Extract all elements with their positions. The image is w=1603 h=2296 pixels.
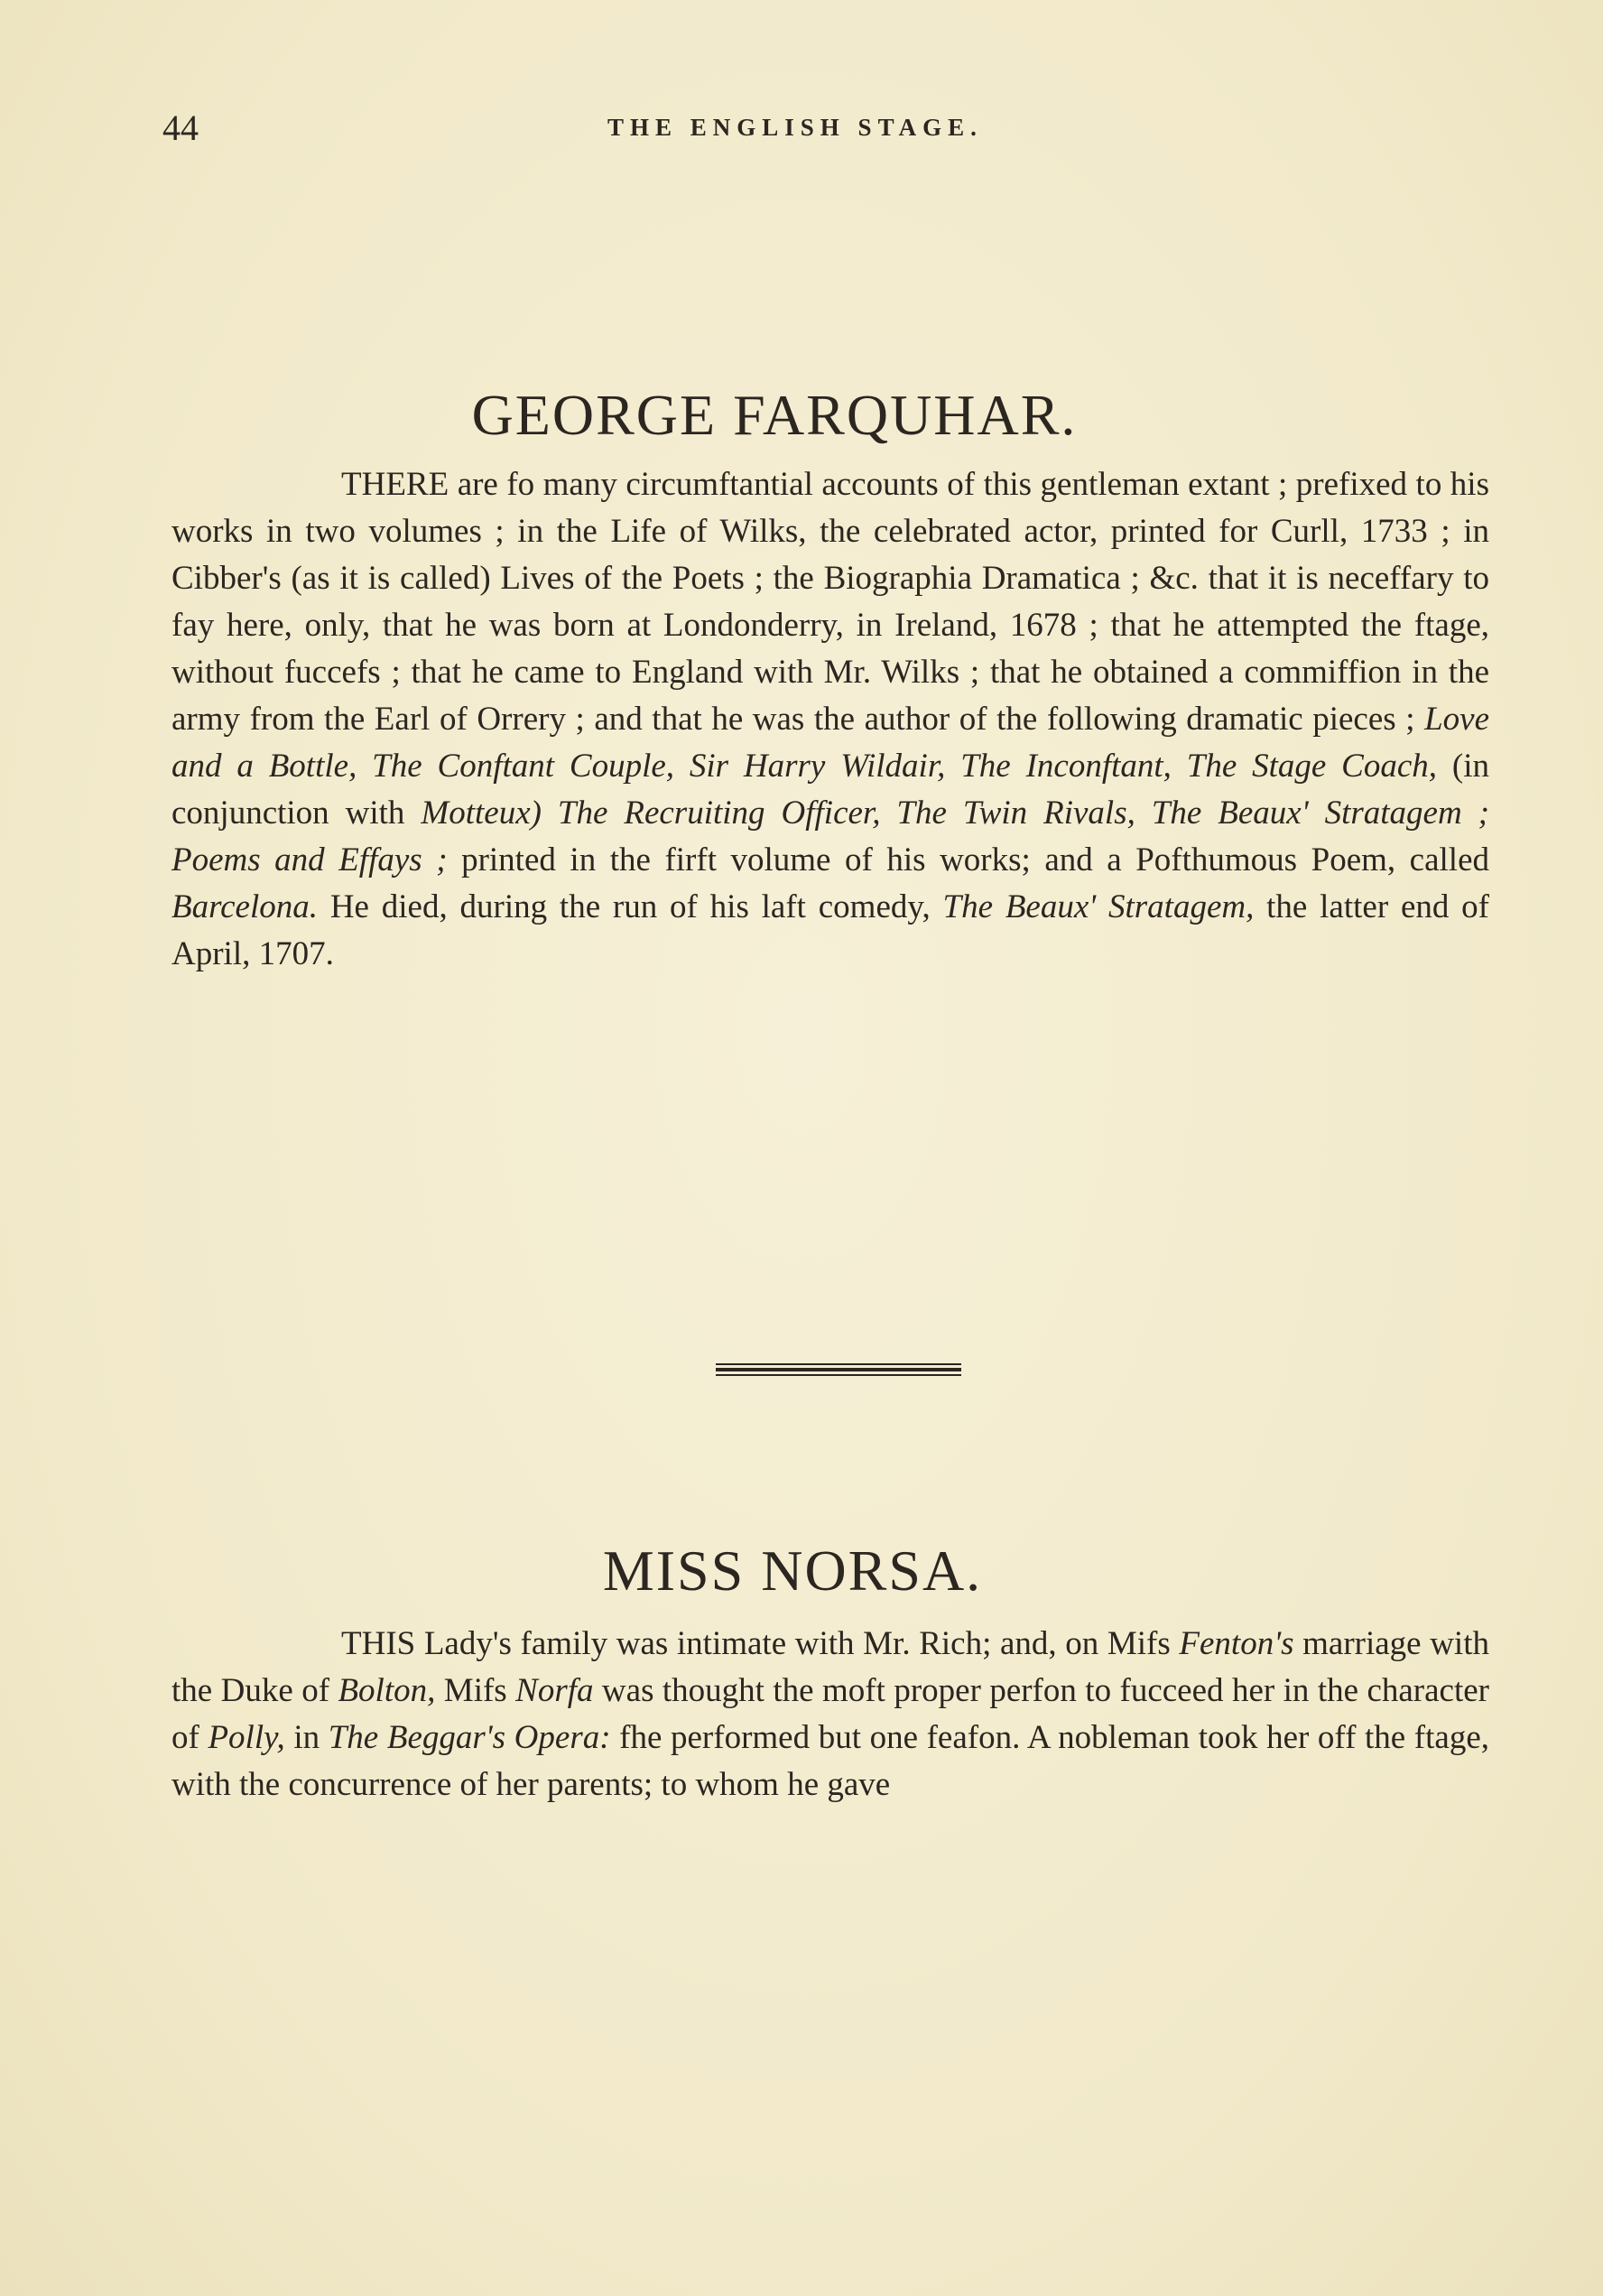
running-title: THE ENGLISH STAGE. [607,114,983,141]
text-run: in [284,1719,329,1756]
text-run: The Beggar's Opera: [328,1719,611,1756]
text-run: Barcelona. [171,888,319,925]
text-run: The Beaux' Stratagem, [942,888,1255,925]
running-head [162,107,1516,152]
text-run: Bolton, [338,1672,436,1709]
text-run: Motteux) The Recruiting Officer, The Twin Rivals, The Beaux' Stratagem ; Poems and Effays ; [171,795,1489,878]
text-run: He died, during the run of his laft comedy, [318,888,943,925]
text-run: Love and a Bottle, The Conftant Couple, Sir Harry Wildair, The Inconftant, The Stage Coach, [171,701,1489,785]
section-divider [716,1363,961,1376]
text-run: (in conjunction with [171,748,1490,832]
text-run: the latter end of April, 1707. [171,888,1489,972]
text-run: THERE are fo many circumftantial accounts of this gentleman extant ; prefixed to his works in two volumes ; in the Life of Wilks, the celebrated actor, printed for Curll, 1733 ; in Cibber's (as it is called) Lives of the Poets ; the Biographia Dramatica ; &c. that it is neceffary to fay here, only, that he was born at Londonderry, in Ireland, 1678 ; that he attempted the ftage, without fuccefs ; that he came to England with Mr. Wilks ; that he obtained a commiffion in the army from the Earl of Orrery ; and that he was the author of the following dramatic pieces ; [171,466,1489,738]
text-run: Mifs [435,1672,516,1709]
text-run: THIS Lady's family was intimate with Mr. Rich; and, on Mifs [341,1625,1180,1662]
page-number: 44 [162,107,199,148]
text-run: Norfa [515,1672,594,1709]
text-run: printed in the firft volume of his works; and a Pofthumous Poem, called [447,841,1489,878]
text-run: was thought the moft proper perfon to fucceed her in the character of [171,1672,1489,1756]
text-run: marriage with the Duke of [171,1625,1489,1709]
paragraph-norsa [171,1621,1489,1808]
text-run: fhe performed but one feafon. A nobleman took her off the ftage, with the concurrence of her parents; to whom he gave [171,1719,1490,1803]
text-run: Fenton's [1179,1625,1294,1662]
section-title-norsa: MISS NORSA. [602,1538,983,1603]
section-title-farquhar: GEORGE FARQUHAR. [471,383,1078,448]
paragraph-farquhar [171,461,1489,978]
text-run: Polly, [208,1719,285,1756]
